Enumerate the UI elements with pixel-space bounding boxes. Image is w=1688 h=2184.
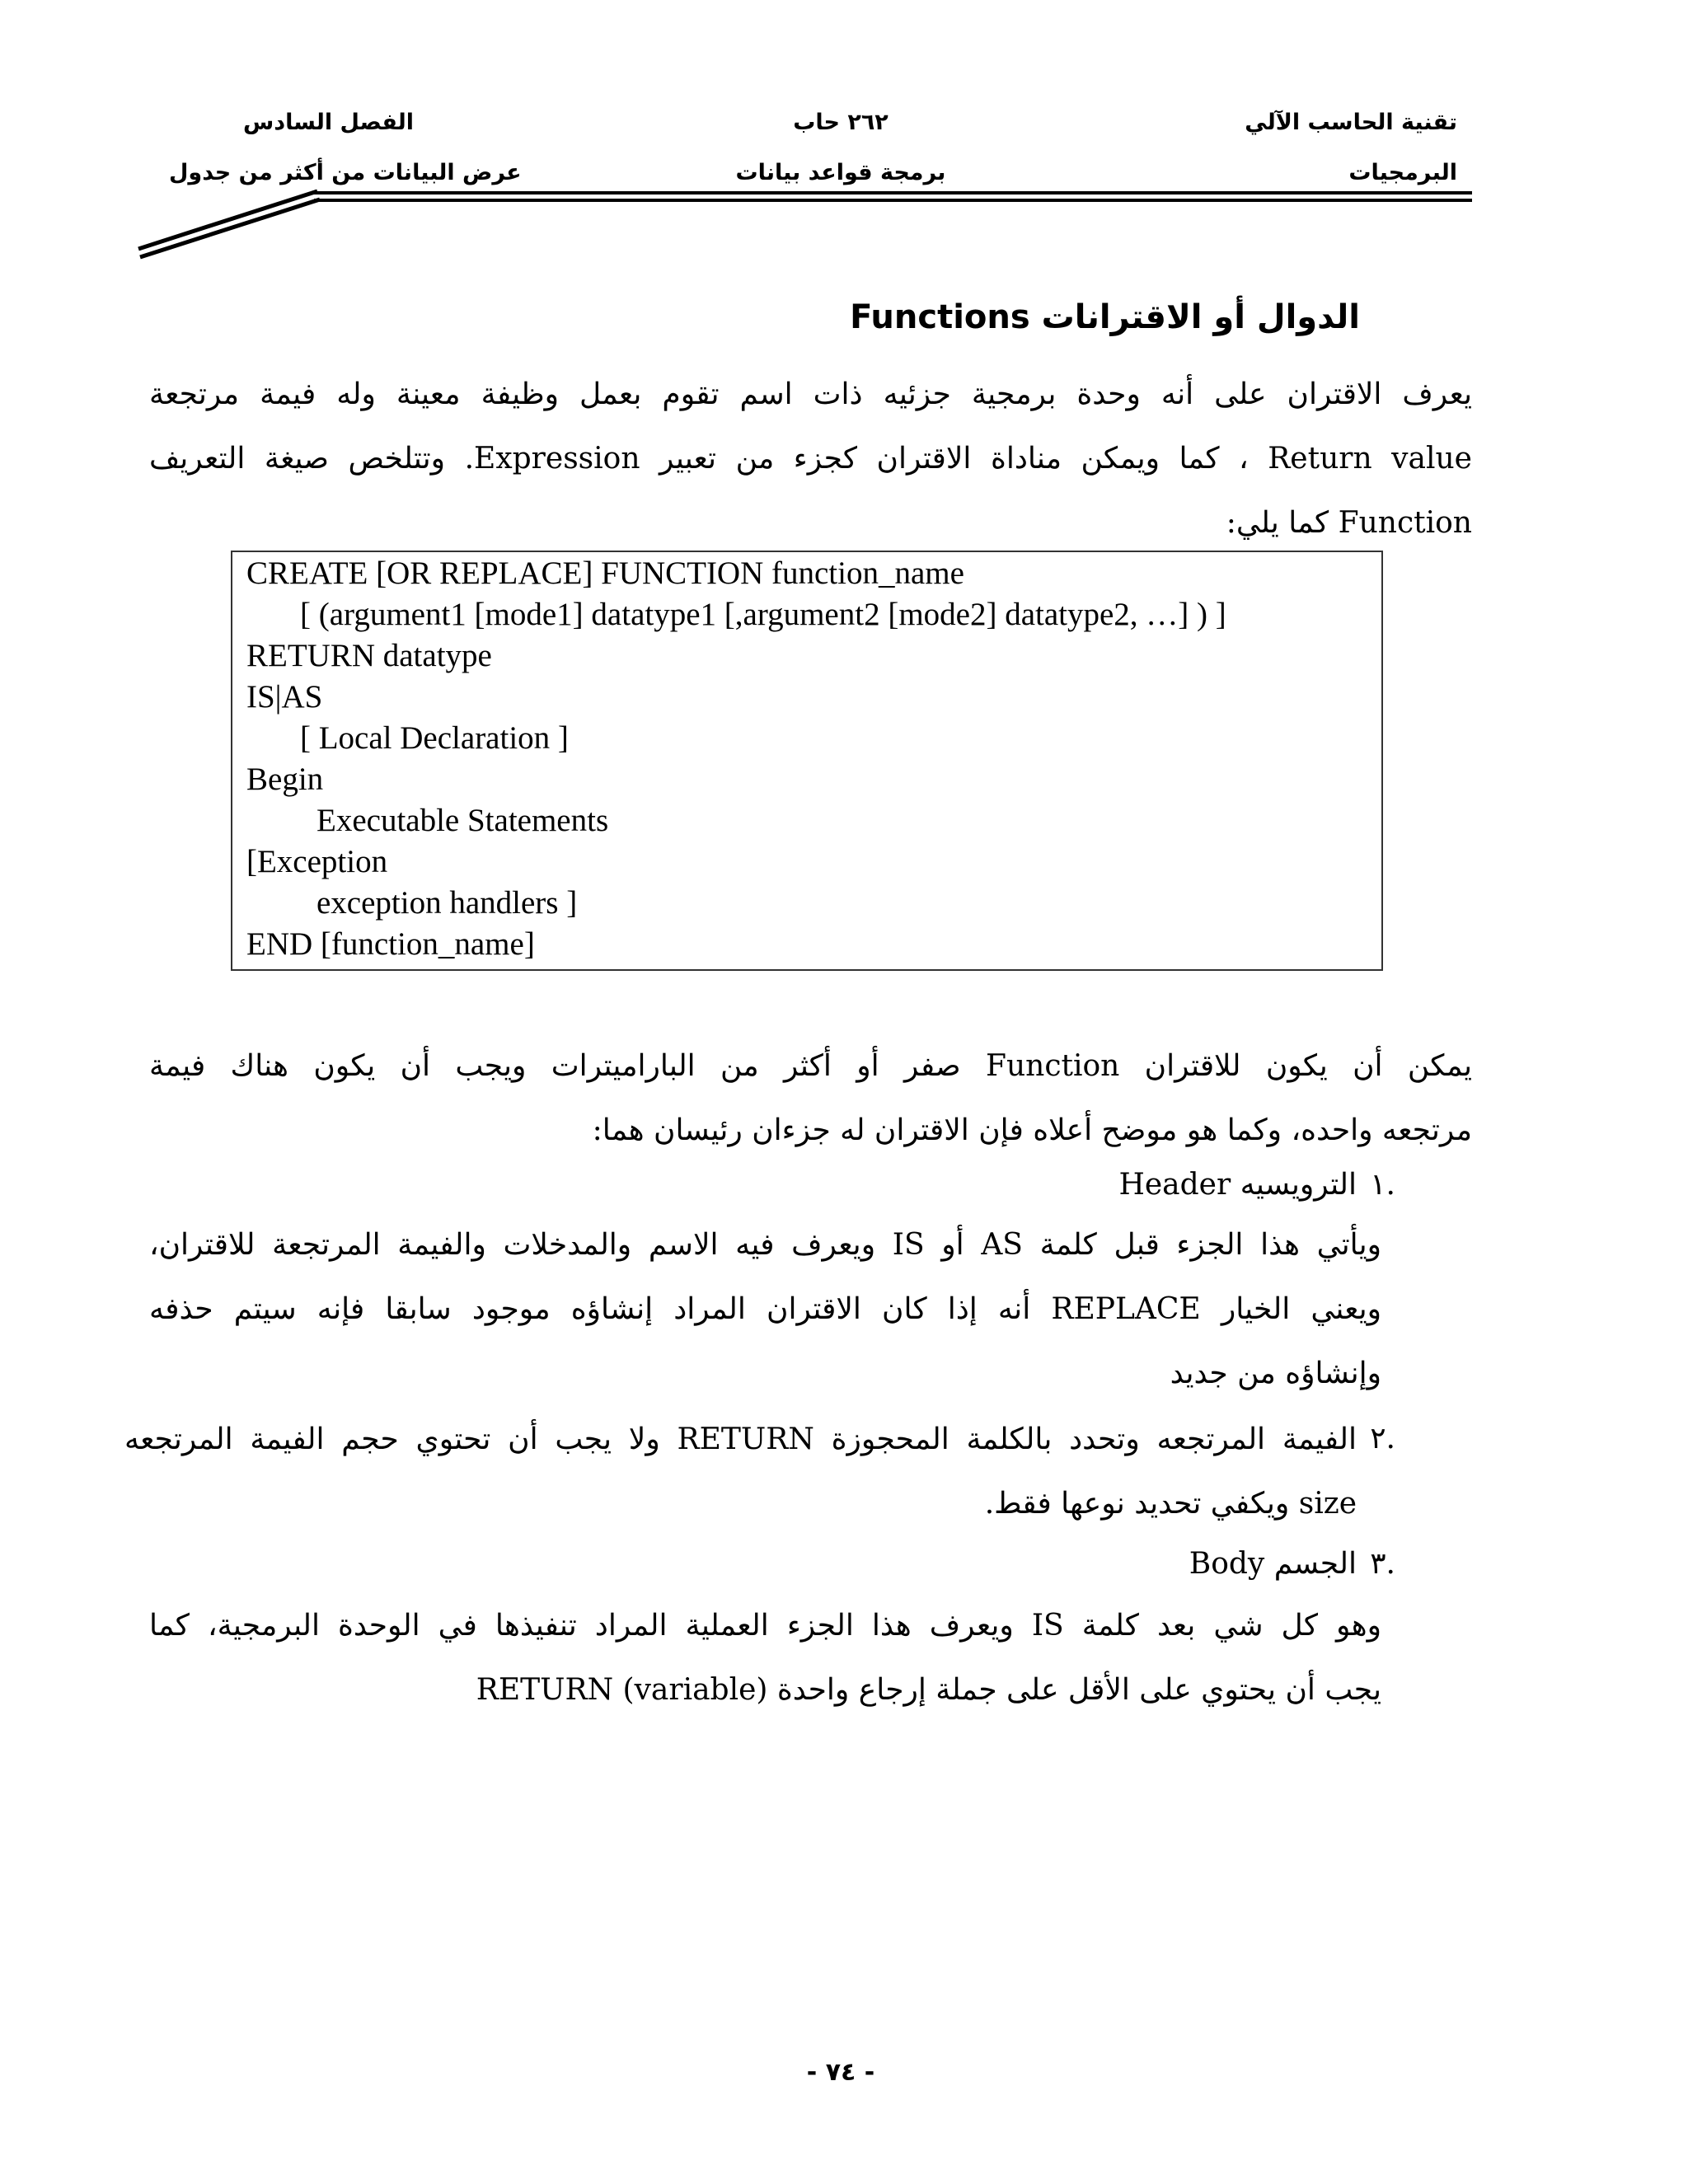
list-item-line: يجب أن يحتوي على الأقل على جملة إرجاع واحدة (RETURN (variable: [476, 1673, 1381, 1707]
list-item-line: ويعني الخيار REPLACE أنه إذا كان الاقتران المراد إنشاؤه موجود سابقا فإنه سيتم حذفه: [149, 1292, 1382, 1326]
code-line: RETURN datatype: [246, 638, 492, 673]
body-paragraph: [149, 1034, 1472, 1163]
header-course-code: ٢٦٢ حاب: [793, 110, 889, 135]
header-chapter-title: عرض البيانات من أكثر من جدول: [169, 160, 522, 185]
header-swoosh-decoration: [132, 186, 321, 260]
code-line: END [function_name]: [246, 926, 535, 962]
intro-line: يعرف الاقتران على أنه وحدة برمجية جزئيه ذات اسم تقوم بعمل وظيفة معينة وله فيمة مرتجعة: [149, 377, 1473, 411]
list-item-line: الفيمة المرتجعه وتحدد بالكلمة المحجوزة RETURN ولا يجب أن تحتوي حجم الفيمة المرتجعه: [124, 1422, 1357, 1456]
list-item-number: ٢.: [1370, 1422, 1395, 1455]
body-line: مرتجعه واحده، وكما هو موضح أعلاه فإن الاقتران له جزءان رئيسان هما:: [592, 1113, 1472, 1147]
section-title: الدوال أو الاقترانات Functions: [850, 298, 1360, 336]
body-line: يمكن أن يكون للاقتران Function صفر أو أكثر من الباراميترات ويجب أن يكون هناك فيمة: [149, 1049, 1472, 1083]
code-line: [ Local Declaration ]: [300, 720, 569, 756]
code-line: IS|AS: [246, 679, 323, 715]
list-item-title: الجسم Body: [1189, 1547, 1357, 1581]
list-item-number: ٣.: [1370, 1547, 1395, 1581]
function-syntax-box: [231, 551, 1383, 971]
code-line: CREATE [OR REPLACE] FUNCTION function_name: [246, 555, 964, 591]
header-course-title: تقنية الحاسب الآلي: [1245, 110, 1457, 135]
code-line: [Exception: [246, 844, 388, 879]
list-item-body: [124, 1408, 1357, 1536]
header-rule-top: [314, 191, 1472, 194]
list-item-body: [149, 1594, 1381, 1722]
list-item-title: الترويسيه Header: [1118, 1168, 1357, 1202]
list-item-body: [149, 1213, 1381, 1406]
list-item-line: وهو كل شي بعد كلمة IS ويعرف هذا الجزء العملية المراد تنفيذها في الوحدة البرمجية، كما: [149, 1609, 1381, 1643]
header-rule-bottom: [314, 199, 1472, 202]
intro-line: Return value ، كما ويمكن مناداة الاقتران كجزء من تعبير Expression. وتتلخص صيغة التعريف: [149, 442, 1472, 476]
code-line: exception handlers ]: [316, 885, 578, 921]
header-chapter: الفصل السادس: [243, 110, 415, 135]
header-specialization: البرمجيات: [1348, 160, 1457, 185]
list-item-line: ويأتي هذا الجزء قبل كلمة AS أو IS ويعرف فيه الاسم والمدخلات والفيمة المرتجعة للاقتران،: [149, 1228, 1381, 1262]
intro-line: Function كما يلي:: [1226, 506, 1472, 540]
code-line: Begin: [246, 762, 324, 797]
intro-paragraph: [149, 363, 1472, 555]
list-item-line: وإنشاؤه من جديد: [1170, 1357, 1381, 1390]
header-course-name: برمجة قواعد بيانات: [735, 160, 946, 185]
list-item-number: ١.: [1370, 1168, 1395, 1202]
page-number: - ٧٤ -: [806, 2058, 875, 2087]
code-line: Executable Statements: [316, 803, 609, 838]
list-item-line: size ويكفي تحديد نوعها فقط.: [984, 1487, 1357, 1521]
code-line: [ (argument1 [mode1] datatype1 [,argument2 [mode2] datatype2, …] ) ]: [300, 597, 1226, 632]
